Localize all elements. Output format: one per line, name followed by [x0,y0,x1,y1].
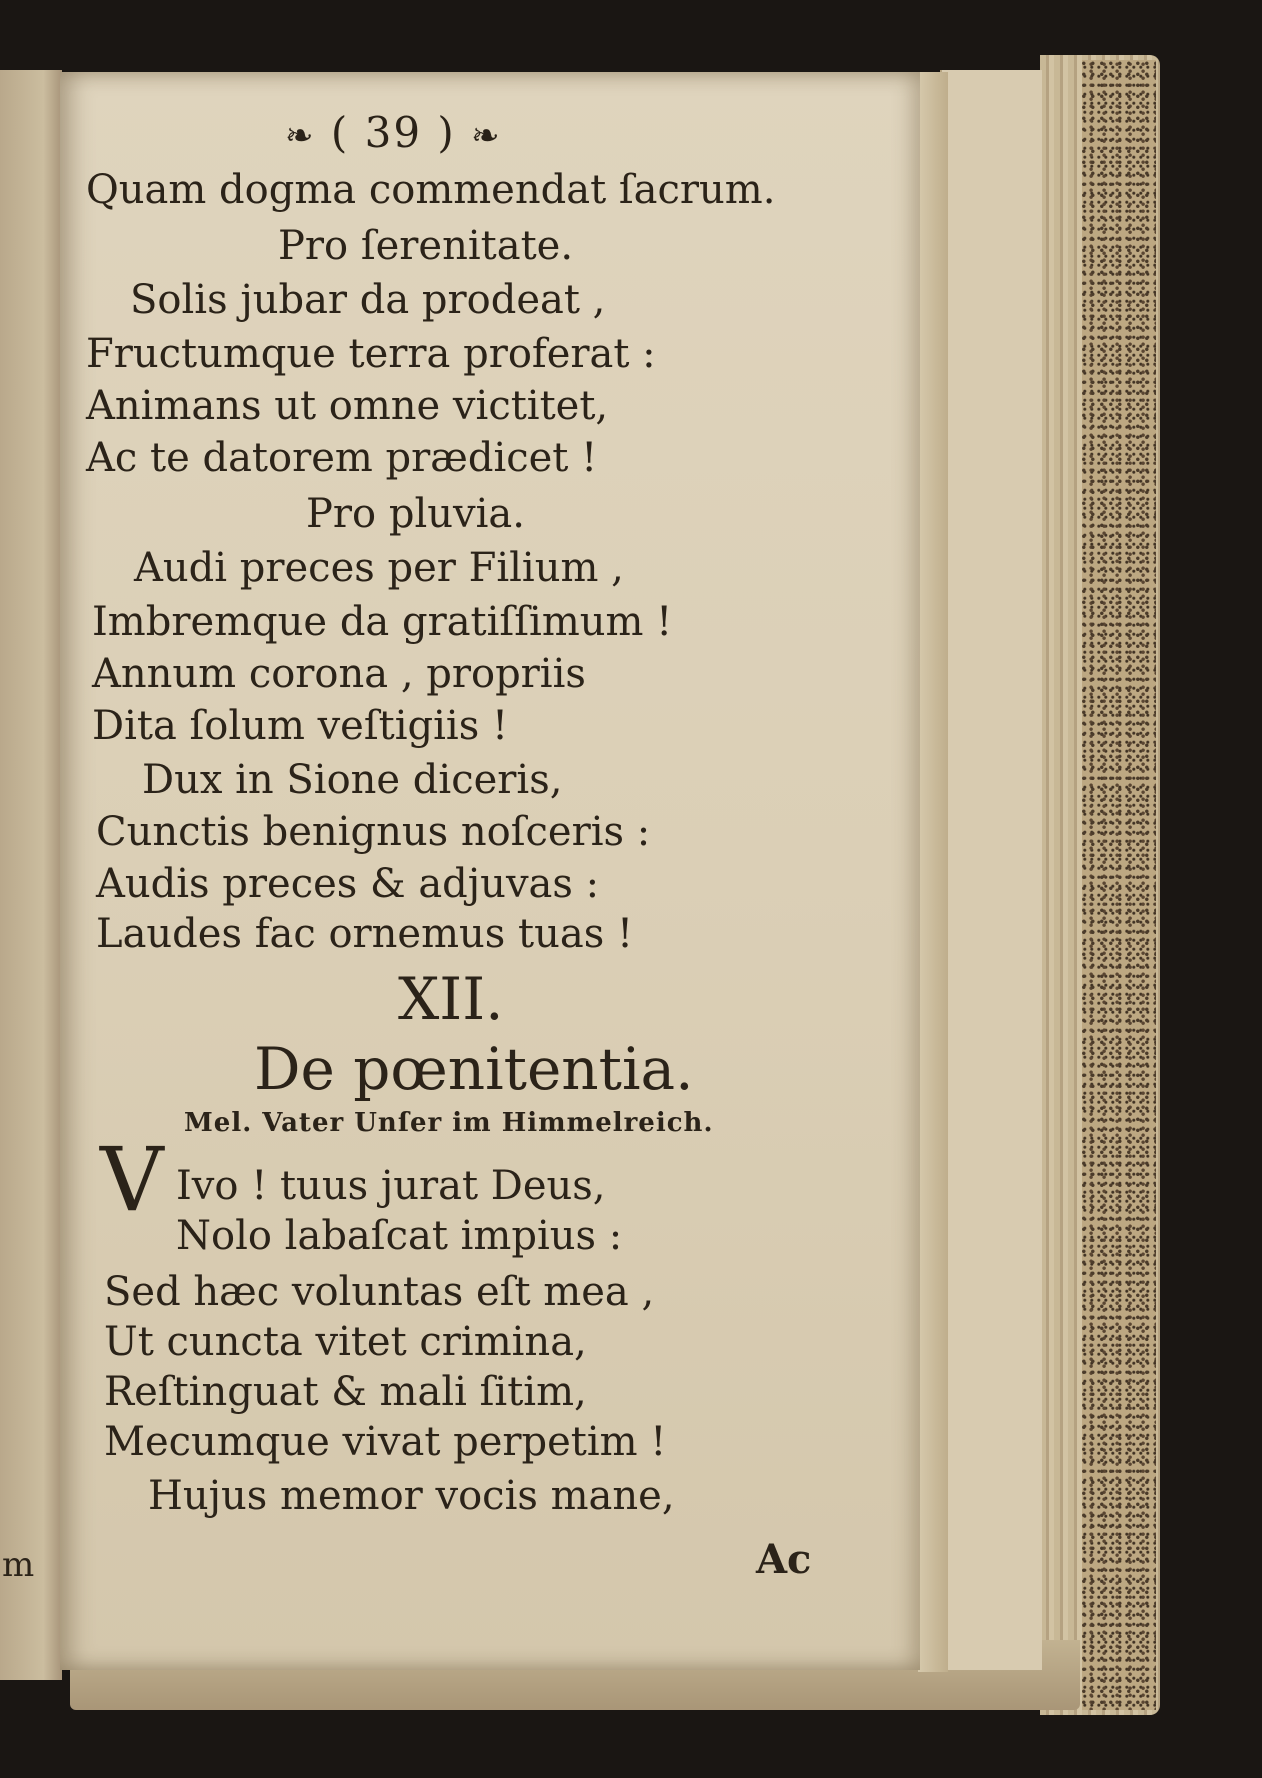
text-line: Audi preces per Filium , [134,545,624,591]
melody-note: Mel. Vater Unſer im Himmelreich. [184,1108,714,1138]
text-line: Imbremque da gratiſſimum ! [92,599,673,645]
subheading-serenitate: Pro ſerenitate. [278,223,574,269]
drop-cap: V [100,1128,164,1231]
text-line: Audis preces & adjuvas : [96,861,600,907]
catchword: Ac [756,1536,812,1583]
text-line: Annum corona , propriis [92,651,586,697]
subheading-pluvia: Pro pluvia. [306,491,525,537]
page-number: ( 39 ) [330,108,456,157]
verse-line: Sed hæc voluntas eſt mea , [104,1269,655,1315]
verse-line: Hujus memor vocis mane, [148,1473,675,1519]
page-shadow [918,72,948,1672]
section-title: De pœnitentia. [254,1035,694,1103]
text-line: Laudes fac ornemus tuas ! [96,911,634,957]
verse-line: Mecumque vivat perpetim ! [104,1419,667,1465]
ornament-left-icon: ❧ [285,116,316,156]
ornament-right-icon: ❧ [471,116,502,156]
text-line: Dux in Sione diceris, [142,757,563,803]
text-line: Ac te datorem prædicet ! [86,435,598,481]
text-line: Animans ut omne victitet, [86,383,609,429]
speckled-edge [1082,60,1156,1710]
text-line: Quam dogma commendat ſacrum. [86,167,776,213]
text-line: Cunctis benignus noſceris : [96,809,651,855]
text-line: Dita ſolum veſtigiis ! [92,703,509,749]
verse-line: Nolo labaſcat impius : [176,1213,623,1259]
text-line: Fructumque terra proferat : [86,331,656,377]
next-leaf [940,70,1042,1670]
left-page-edge [0,70,62,1680]
left-page-fragment: m [2,1545,35,1585]
page-header [285,108,545,157]
verse-line: Ivo ! tuus jurat Deus, [176,1163,606,1209]
text-line: Solis jubar da prodeat , [130,277,606,323]
verse-line: Ut cuncta vitet crimina, [104,1319,587,1365]
section-number: XII. [398,965,504,1033]
verse-line: Reſtinguat & mali ſitim, [104,1369,587,1415]
